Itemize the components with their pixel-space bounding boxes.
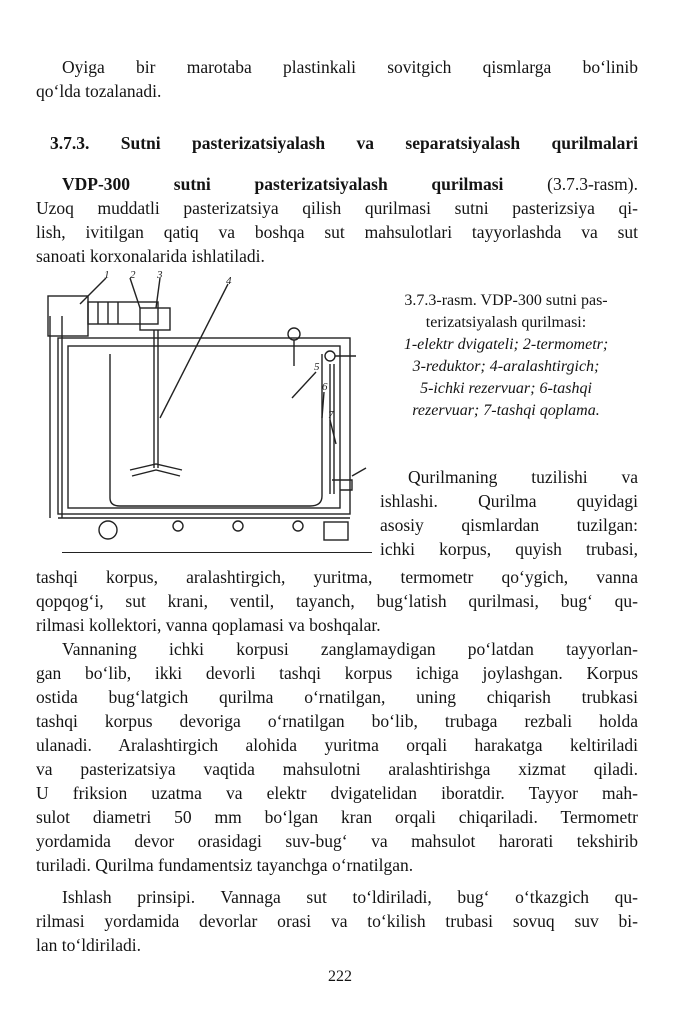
fig-label-2: 2	[130, 269, 136, 281]
figure-caption	[372, 290, 640, 422]
para3-line-6: va pasterizatsiya vaqtida mahsulotni aralashtirishga xizmat qiladi.	[36, 759, 638, 779]
para2-full-line-1: tashqi korpus, aralashtirgich, yuritma, termometr qo‘ygich, vanna	[36, 567, 638, 587]
para4-line-1: Ishlash prinsipi. Vannaga sut to‘ldiriladi, bug‘ o‘tkazgich qu-	[62, 887, 638, 907]
para3-line-5: ulanadi. Aralashtirgich alohida yuritma orqali harakatga keltiriladi	[36, 735, 638, 755]
para2-right-line-3: asosiy qismlardan tuzilgan:	[380, 515, 638, 535]
caption-line-2: terizatsiyalash qurilmasi:	[425, 314, 587, 331]
para1-line-1: Uzoq muddatli pasterizatsiya qilish qurilmasi sutni pasterizsiya qi-	[36, 198, 638, 218]
para2-full-line-2: qopqog‘i, sut krani, ventil, tayanch, bug‘latish qurilmasi, bug‘ qu-	[36, 591, 638, 611]
vdp-lead-line	[62, 173, 638, 195]
para3-line-2: gan bo‘lib, ikki devorli tashqi korpus ichiga joylashgan. Korpus	[36, 663, 638, 683]
caption-line-4: 3-reduktor; 4-aralashtirgich;	[412, 358, 600, 375]
para3-line-1: Vannaning ichki korpusi zanglamaydigan po‘latdan tayyorlan-	[62, 639, 638, 659]
para3-line-3: ostida bug‘latgich qurilma o‘rnatilgan, uning chiqarish trubkasi	[36, 687, 638, 707]
para3-line-8: sulot diametri 50 mm bo‘lgan kran orqali chiqariladi. Termometr	[36, 807, 638, 827]
para2-right-line-1: Qurilmaning tuzilishi va	[408, 467, 638, 487]
para4-line-3: lan to‘ldiriladi.	[36, 935, 141, 955]
para2-right-line-4: ichki korpus, quyish trubasi,	[380, 539, 638, 559]
page-number: 222	[328, 968, 352, 985]
section-heading: 3.7.3. Sutni pasterizatsiyalash va separatsiyalash qurilmalari	[50, 133, 638, 153]
caption-line-1: 3.7.3-rasm. VDP-300 sutni pas-	[404, 292, 608, 309]
para3-line-10: turiladi. Qurilma fundamentsiz tayanchga o‘rnatilgan.	[36, 855, 414, 875]
caption-line-6: rezervuar; 7-tashqi qoplama.	[412, 402, 600, 419]
para2-full-line-3: rilmasi kollektori, vanna qoplamasi va boshqalar.	[36, 615, 381, 635]
vdp-300-figure	[40, 268, 370, 568]
fig-label-3: 3	[157, 269, 163, 281]
vdp-lead-rest: (3.7.3-rasm).	[503, 174, 638, 194]
para3-line-4: tashqi korpus devoriga o‘rnatilgan bo‘lib, trubaga rezbali holda	[36, 711, 638, 731]
figure-baseline	[62, 552, 372, 553]
para3-line-9: yordamida devor orasidagi suv-bug‘ va mahsulot harorati tekshirib	[36, 831, 638, 851]
para4-line-2: rilmasi yordamida devorlar orasi va to‘kilish trubasi sovuq suv bi-	[36, 911, 638, 931]
caption-line-3: 1-elektr dvigateli; 2-termometr;	[403, 336, 609, 353]
fig-label-1: 1	[104, 269, 110, 281]
para2-right-line-2: ishlashi. Qurilma quyidagi	[380, 491, 638, 511]
para1-line-3: sanoati korxonalarida ishlatiladi.	[36, 246, 265, 266]
fig-label-6: 6	[322, 381, 328, 393]
fig-label-4: 4	[226, 275, 232, 287]
vdp-lead-bold: VDP-300 sutni pasterizatsiyalash qurilmasi	[62, 174, 504, 194]
caption-line-5: 5-ichki rezervuar; 6-tashqi	[420, 380, 592, 397]
fig-label-5: 5	[314, 361, 320, 373]
intro-line-2: qo‘lda tozalanadi.	[36, 81, 162, 101]
intro-line-1: Oyiga bir marotaba plastinkali sovitgich qismlarga bo‘linib	[62, 57, 638, 77]
fig-label-7: 7	[328, 409, 334, 421]
para1-line-2: lish, ivitilgan qatiq va boshqa sut mahsulotlari tayyorlashda va sut	[36, 222, 638, 242]
para3-line-7: U friksion uzatma va elektr dvigatelidan iboratdir. Tayyor mah-	[36, 783, 638, 803]
